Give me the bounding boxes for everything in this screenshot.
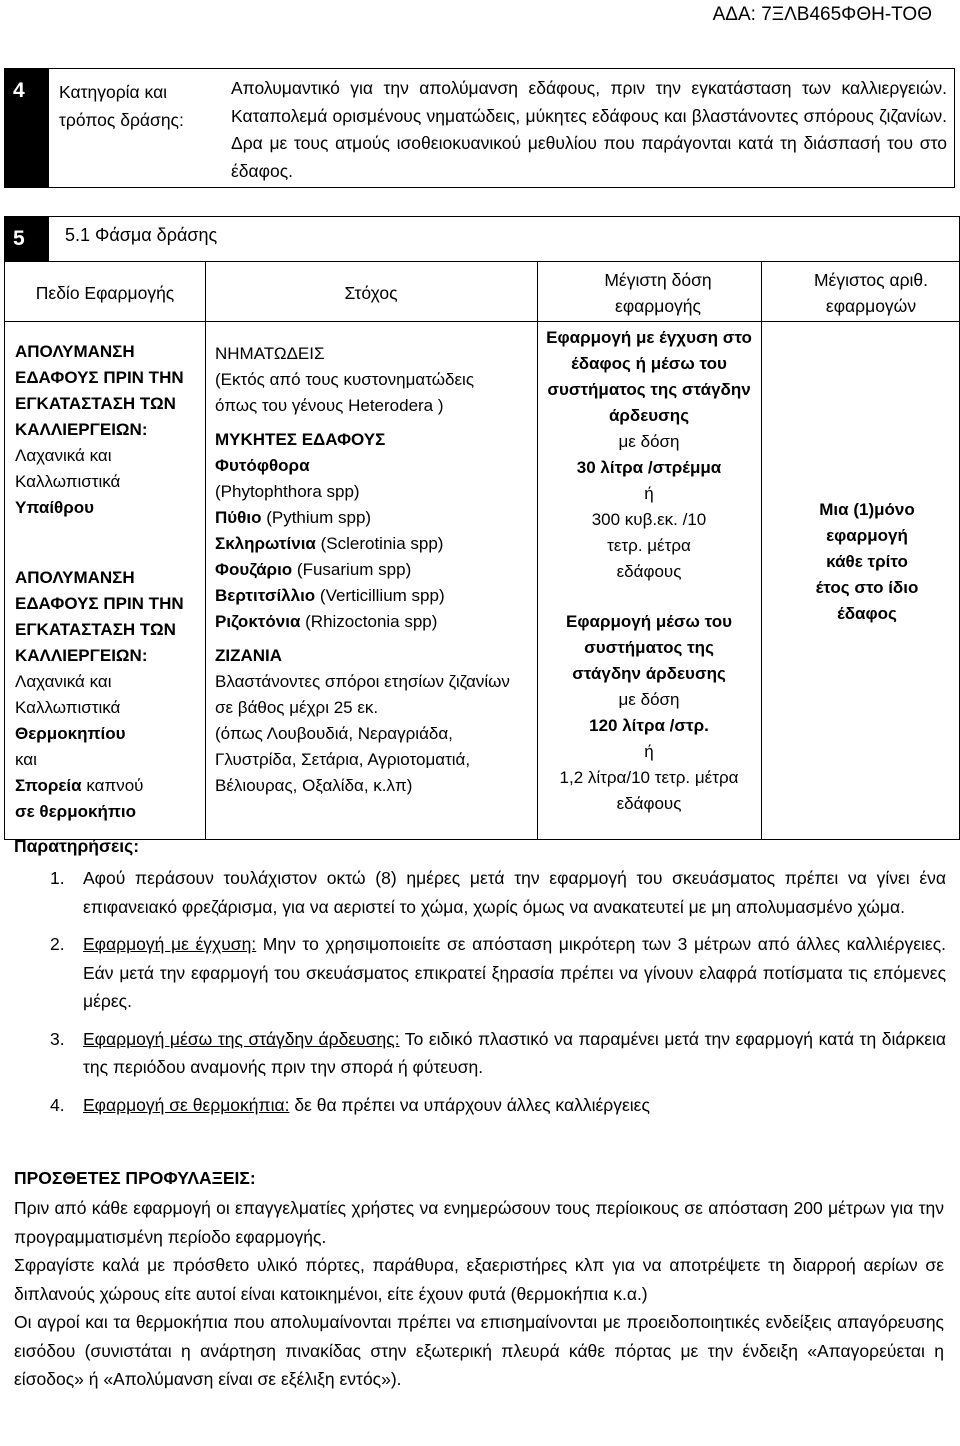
target-fungus	[215, 479, 535, 505]
dose2-or: ή	[644, 742, 654, 761]
fungus-name: Ριζοκτόνια	[215, 612, 301, 631]
field-block2-title: ΑΠΟΛΥΜΑΝΣΗ ΕΔΑΦΟΥΣ ΠΡΙΝ ΤΗΝ ΕΓΚΑΤΑΣΤΑΣΗ ΤΩΝ ΚΑΛΛΙΕΡΓΕΙΩΝ:	[15, 568, 184, 665]
field-block2-greenhouse: Θερμοκηπίου	[15, 724, 126, 743]
max-dose	[543, 325, 755, 817]
target-fungus	[215, 453, 535, 479]
remark-lead: Εφαρμογή σε θερμοκήπια:	[83, 1094, 290, 1115]
precautions-body	[14, 1194, 944, 1394]
remark-item	[50, 1025, 946, 1082]
dose1-value: 30 λίτρα /στρέμμα	[576, 458, 722, 477]
fungus-name: Φουζάριο	[215, 560, 293, 579]
section-4-text: Απολυμαντικό για την απολύμανση εδάφους, πριν την εγκατάσταση των καλλιεργειών. Καταπολεμά ορισμένους νηματώδεις, μύκητες εδάφους και βλαστάνοντες σπόρους ζιζανίων. Δρα με τους ατμούς ισοθειοκυανικού μεθυλίου που παράγονται κατά τη διάσπασή του στο έδαφος.	[231, 78, 947, 181]
table-col-divider-3	[761, 261, 762, 839]
precaution-paragraph: Σφραγίστε καλά με πρόσθετο υλικό πόρτες, παράθυρα, εξαεριστήρες κλπ για να αποτρέψετε τη διαρροή αερίων σε διπλανούς χώρους είτε αυτοί είναι κατοικημένοι, είτε έχουν φυτά (θερμοκήπια κ.α.)	[14, 1255, 944, 1304]
ada-code: ΑΔΑ: 7ΞΛΒ465ΦΘΗ-ΤΟΘ	[712, 4, 932, 25]
remark-item	[50, 864, 946, 921]
precaution-paragraph: Πριν από κάθε εφαρμογή οι επαγγελματίες χρήστες να ενημερώσουν τους περίοικους σε απόσταση 200 μέτρων για την προγραμματισμένη περίοδο εφαρμογής.	[14, 1198, 944, 1247]
remark-number: 1.	[50, 868, 65, 888]
section-4-number: 4	[5, 69, 49, 187]
remark-number: 3.	[50, 1028, 65, 1049]
remark-item	[50, 1091, 946, 1120]
field-block2-seedbeds	[15, 773, 203, 799]
table-rule-top	[5, 261, 959, 262]
target-fungus	[215, 557, 535, 583]
field-of-application	[15, 339, 203, 825]
header-target: Στόχος	[344, 283, 398, 303]
header-max-apps: Μέγιστος αριθ. εφαρμογών	[813, 270, 929, 316]
dose1-or: ή	[644, 484, 654, 503]
remark-text: Μην το χρησιμοποιείτε σε απόσταση μικρότερη των 3 μέτρων από άλλες καλλιέργειες. Εάν μετά την εφαρμογή του σκευάσματος επικρατεί ξηρασία πρέπει να γίνουν ελαφρά ποτίσματα τις επόμενες μέρες.	[83, 934, 947, 1011]
target-weeds-text: Βλαστάνοντες σπόροι ετησίων ζιζανίων σε βάθος μέχρι 25 εκ.	[215, 672, 510, 717]
dose1-with: με δόση	[618, 432, 680, 451]
target-fungus	[215, 609, 535, 635]
section-5-title: 5.1 Φάσμα δράσης	[65, 225, 218, 245]
fungus-name: Σκληρωτίνια	[215, 534, 316, 553]
fungus-latin: (Phytophthora spp)	[215, 482, 360, 501]
remark-text: δε θα πρέπει να υπάρχουν άλλες καλλιέργειες	[289, 1094, 650, 1115]
field-block2-and: και	[15, 750, 37, 769]
fungus-name: Βερτιτσίλλιο	[215, 586, 316, 605]
table-col-divider-1	[205, 261, 206, 839]
field-block1-title: ΑΠΟΛΥΜΑΝΣΗ ΕΔΑΦΟΥΣ ΠΡΙΝ ΤΗΝ ΕΓΚΑΤΑΣΤΑΣΗ ΤΩΝ ΚΑΛΛΙΕΡΓΕΙΩΝ:	[15, 342, 184, 439]
dose2-method: Εφαρμογή μέσω του συστήματος της στάγδην άρδευσης	[566, 612, 732, 683]
section-4-box	[4, 68, 955, 188]
table-rule-header	[5, 321, 959, 322]
remarks-title: Παρατηρήσεις:	[14, 836, 140, 856]
field-seedbeds-text: καπνού	[86, 776, 144, 795]
remarks-list	[50, 864, 946, 1128]
section-4-label: Κατηγορία και τρόπος δράσης:	[59, 82, 184, 130]
dose2-value: 120 λίτρα /στρ.	[589, 716, 709, 735]
fungus-latin: (Sclerotinia spp)	[320, 534, 444, 553]
field-block1-crops: Λαχανικά και Καλλωπιστικά	[15, 446, 121, 491]
precaution-paragraph: Οι αγροί και τα θερμοκήπια που απολυμαίνονται πρέπει να επισημαίνονται με προειδοποιητικές ενδείξεις απαγόρευσης εισόδου (συνιστάται η ανάρτηση πινακίδας στην εξωτερική πλευρά κάθε πόρτας με την ένδειξη «Απαγορεύεται η είσοδος» ή «Απολύμανση είναι σε εξέλιξη εντός»).	[14, 1312, 944, 1389]
section-5-table	[4, 216, 960, 840]
field-block2-in-greenhouse: σε θερμοκήπιο	[15, 802, 136, 821]
remark-text: Αφού περάσουν τουλάχιστον οκτώ (8) ημέρες μετά την εφαρμογή του σκευάσματος πρέπει να γίνει ένα επιφανειακό φρεζάρισμα, για να αεριστεί το χώμα, χωρίς όμως να ανακατευτεί με μη απολυμασμένο χώμα.	[83, 868, 946, 917]
dose1-alt: 300 κυβ.εκ. /10 τετρ. μέτρα εδάφους	[591, 510, 707, 581]
fungus-name: Πύθιο	[215, 508, 262, 527]
fungus-latin: (Pythium spp)	[266, 508, 372, 527]
dose2-with: με δόση	[618, 690, 680, 709]
target-nematodes-title: ΝΗΜΑΤΩΔΕΙΣ	[215, 344, 325, 363]
field-block1-outdoor: Υπαίθρου	[15, 498, 95, 517]
target-fungus	[215, 531, 535, 557]
header-field: Πεδίο Εφαρμογής	[35, 283, 175, 303]
dose2-alt: 1,2 λίτρα/10 τετρ. μέτρα εδάφους	[559, 768, 739, 813]
fungus-latin: (Verticillium spp)	[319, 586, 445, 605]
max-applications: Μια (1)μόνο εφαρμογή κάθε τρίτο έτος στο ίδιο έδαφος	[815, 500, 919, 623]
target-weeds-examples: (όπως Λουβουδιά, Νεραγριάδα, Γλυστρίδα, Σετάρια, Αγριοτοματιά, Βέλιουρας, Οξαλίδα, κ.λπ)	[215, 724, 471, 795]
table-col-divider-2	[537, 261, 538, 839]
section-5-number: 5	[5, 217, 49, 261]
remark-number: 2.	[50, 934, 65, 954]
target-fungus	[215, 505, 535, 531]
fungus-name: Φυτόφθορα	[215, 456, 310, 475]
precautions-title: ΠΡΟΣΘΕΤΕΣ ΠΡΟΦΥΛΑΞΕΙΣ:	[14, 1168, 256, 1188]
target-weeds-title: ΖΙΖΑΝΙΑ	[215, 646, 283, 665]
remark-lead: Εφαρμογή με έγχυση:	[83, 934, 257, 954]
target-fungus	[215, 583, 535, 609]
remark-item	[50, 930, 946, 1016]
header-max-dose: Μέγιστη δόση εφαρμογής	[604, 270, 712, 316]
target-nematodes-note: (Εκτός από τους κυστονηματώδεις όπως του γένους Heterodera )	[215, 370, 475, 415]
fungus-latin: (Fusarium spp)	[296, 560, 412, 579]
remark-lead: Εφαρμογή μέσω της στάγδην άρδευσης:	[83, 1028, 400, 1049]
remark-number: 4.	[50, 1094, 65, 1115]
remark-text: Το ειδικό πλαστικό να παραμένει μετά την εφαρμογή κατά τη διάρκεια της περιόδου αναμονής πριν την σπορά ή φύτευση.	[83, 1028, 947, 1077]
fungus-latin: (Rhizoctonia spp)	[305, 612, 438, 631]
dose1-method: Εφαρμογή με έγχυση στο έδαφος ή μέσω του συστήματος της στάγδην άρδευσης	[546, 328, 752, 425]
target-fungi-title: ΜΥΚΗΤΕΣ ΕΔΑΦΟΥΣ	[215, 430, 386, 449]
field-block2-crops: Λαχανικά και Καλλωπιστικά	[15, 672, 121, 717]
field-seedbeds-bold: Σπορεία	[15, 776, 82, 795]
target-organisms	[215, 341, 535, 799]
